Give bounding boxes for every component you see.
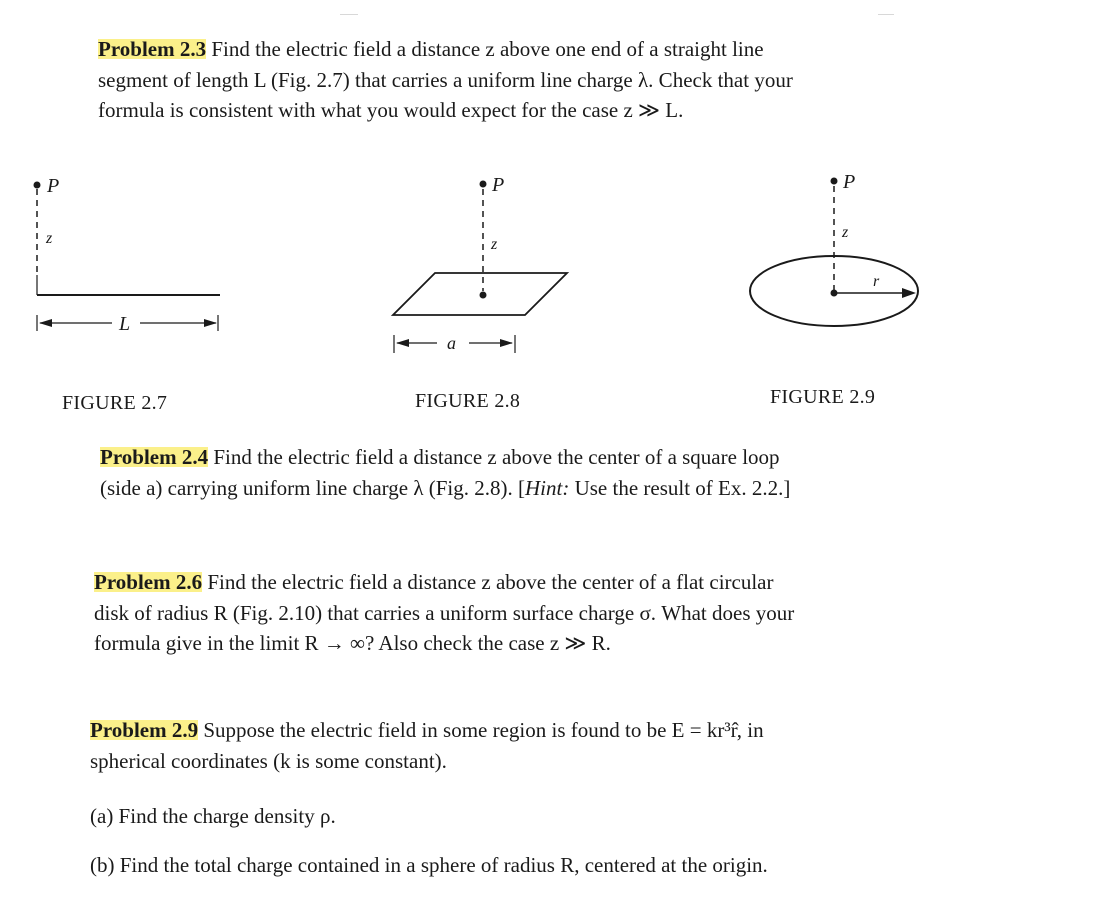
figure-2-7-diagram [20, 165, 240, 345]
figure-2-9-caption: FIGURE 2.9 [770, 386, 876, 408]
point-p-dot [34, 182, 41, 189]
scan-artifact-line [340, 14, 358, 15]
scan-artifact-line [878, 14, 894, 15]
figure-2-9-diagram [740, 165, 930, 335]
problem-line [94, 567, 944, 598]
problem-line: formula is consistent with what you would expect for the case z ≫ L. [98, 98, 684, 122]
hint-text: Use the result of Ex. 2.2.] [569, 475, 791, 500]
height-label: z [491, 236, 498, 253]
problem-line [90, 715, 940, 746]
problem-2-9 [90, 715, 940, 776]
point-label: P [47, 175, 60, 197]
figure-2-8-caption: FIGURE 2.8 [415, 390, 521, 412]
problem-line: disk of radius R (Fig. 2.10) that carries a uniform surface charge σ. What does your [94, 600, 795, 625]
problem-text: Suppose the electric field in some region is found to be E = kr³r̂, in [203, 718, 764, 742]
problem-2-9-part-b: (b) Find the total charge contained in a sphere of radius R, centered at the origin. [90, 853, 768, 877]
point-label: P [492, 174, 505, 196]
problem-line: formula give in the limit R → ∞? Also check the case z ≫ R. [94, 631, 611, 655]
problem-text: (side a) carrying uniform line charge λ (Fig. 2.8). [ [100, 475, 525, 500]
problem-line [98, 34, 938, 65]
radius-arrowhead [902, 288, 916, 298]
problem-line [100, 442, 950, 473]
problem-number: Problem 2.9 [90, 718, 199, 742]
point-p-dot [480, 181, 487, 188]
height-label: z [46, 230, 53, 247]
point-p-dot [831, 178, 838, 185]
figure-2-7-caption: FIGURE 2.7 [62, 392, 168, 414]
radius-label: r [873, 273, 880, 290]
problem-number: Problem 2.6 [94, 570, 203, 594]
center-dot [480, 292, 487, 299]
height-label: z [842, 224, 849, 241]
problem-text: Find the electric field a distance z above the center of a flat circular [207, 570, 774, 594]
problem-text: Find the electric field a distance z above one end of a straight line [211, 37, 764, 61]
figure-2-8-diagram [385, 165, 585, 360]
length-label: L [119, 313, 131, 335]
side-label: a [447, 333, 456, 353]
problem-number: Problem 2.4 [100, 445, 209, 469]
problem-line: spherical coordinates (k is some constant). [90, 748, 447, 773]
problem-line [100, 473, 950, 504]
problem-number: Problem 2.3 [98, 37, 207, 61]
arrowhead-right [204, 319, 217, 327]
problem-2-9-part-a: (a) Find the charge density ρ. [90, 804, 336, 828]
arrowhead-left [396, 339, 409, 347]
problem-2-6 [94, 567, 944, 659]
problem-line: segment of length L (Fig. 2.7) that carries a uniform line charge λ. Check that your [98, 67, 793, 92]
arrowhead-left [39, 319, 52, 327]
point-label: P [843, 171, 856, 193]
arrowhead-right [500, 339, 513, 347]
problem-2-3 [98, 34, 938, 126]
hint-word: Hint: [525, 475, 570, 500]
problem-text: Find the electric field a distance z above the center of a square loop [213, 445, 780, 469]
problem-2-4 [100, 442, 950, 503]
